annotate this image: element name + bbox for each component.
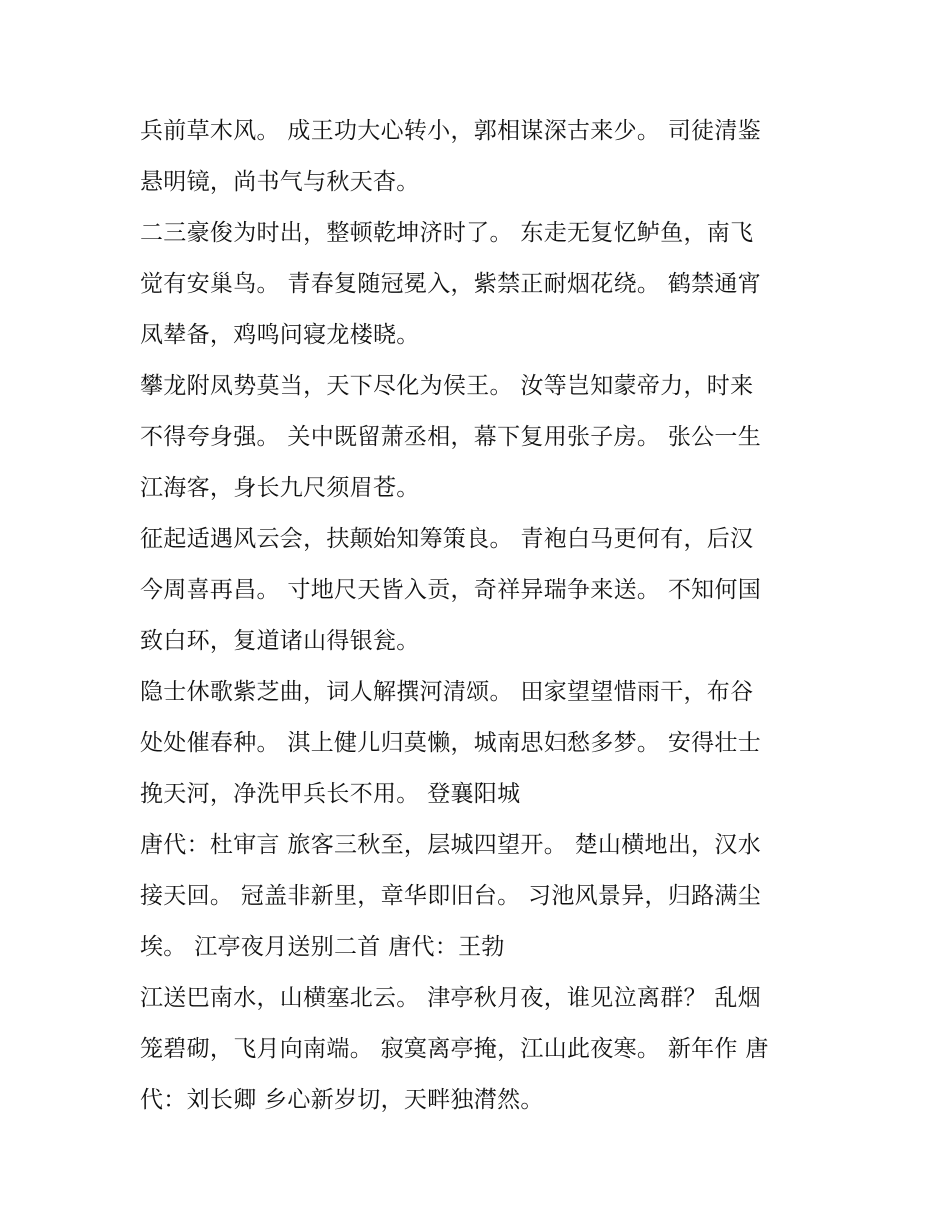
text-line: 代：刘长卿 乡心新岁切，天畔独潸然。 [140, 1087, 544, 1113]
text-line: 觉有安巢鸟。 青春复随冠冕入，紫禁正耐烟花绕。 鹤禁通宵 [140, 271, 762, 297]
text-line: 挽天河，净洗甲兵长不用。 登襄阳城 [140, 781, 521, 807]
text-line: 埃。 江亭夜月送别二首 唐代：王勃 [140, 934, 505, 960]
text-line: 致白环，复道诸山得银瓮。 [140, 628, 420, 654]
text-line: 凤辇备，鸡鸣问寝龙楼晓。 [140, 322, 420, 348]
text-line: 不得夸身强。 关中既留萧丞相，幕下复用张子房。 张公一生 [140, 424, 762, 450]
text-line: 接天回。 冠盖非新里，章华即旧台。 习池风景异，归路满尘 [140, 883, 762, 909]
text-line: 笼碧砌，飞月向南端。 寂寞离亭掩，江山此夜寒。 新年作 唐 [140, 1036, 769, 1062]
text-line: 攀龙附凤势莫当，天下尽化为侯王。 汝等岂知蒙帝力，时来 [140, 373, 754, 399]
text-line: 征起适遇风云会，扶颠始知筹策良。 青袍白马更何有，后汉 [140, 526, 754, 552]
text-line: 唐代：杜审言 旅客三秋至，层城四望开。 楚山横地出，汉水 [140, 832, 762, 858]
text-line: 江送巴南水，山横塞北云。 津亭秋月夜，谁见泣离群？ 乱烟 [140, 985, 762, 1011]
text-line: 二三豪俊为时出，整顿乾坤济时了。 东走无复忆鲈鱼，南飞 [140, 220, 754, 246]
text-line: 江海客，身长九尺须眉苍。 [140, 475, 420, 501]
text-line: 兵前草木风。 成王功大心转小，郭相谋深古来少。 司徒清鉴 [140, 118, 762, 144]
text-line: 悬明镜，尚书气与秋天杳。 [140, 169, 420, 195]
poem-text-body [140, 106, 810, 1126]
text-line: 隐士休歌紫芝曲，词人解撰河清颂。 田家望望惜雨干，布谷 [140, 679, 754, 705]
text-line: 今周喜再昌。 寸地尺天皆入贡，奇祥异瑞争来送。 不知何国 [140, 577, 762, 603]
text-line: 处处催春种。 淇上健儿归莫懒，城南思妇愁多梦。 安得壮士 [140, 730, 762, 756]
